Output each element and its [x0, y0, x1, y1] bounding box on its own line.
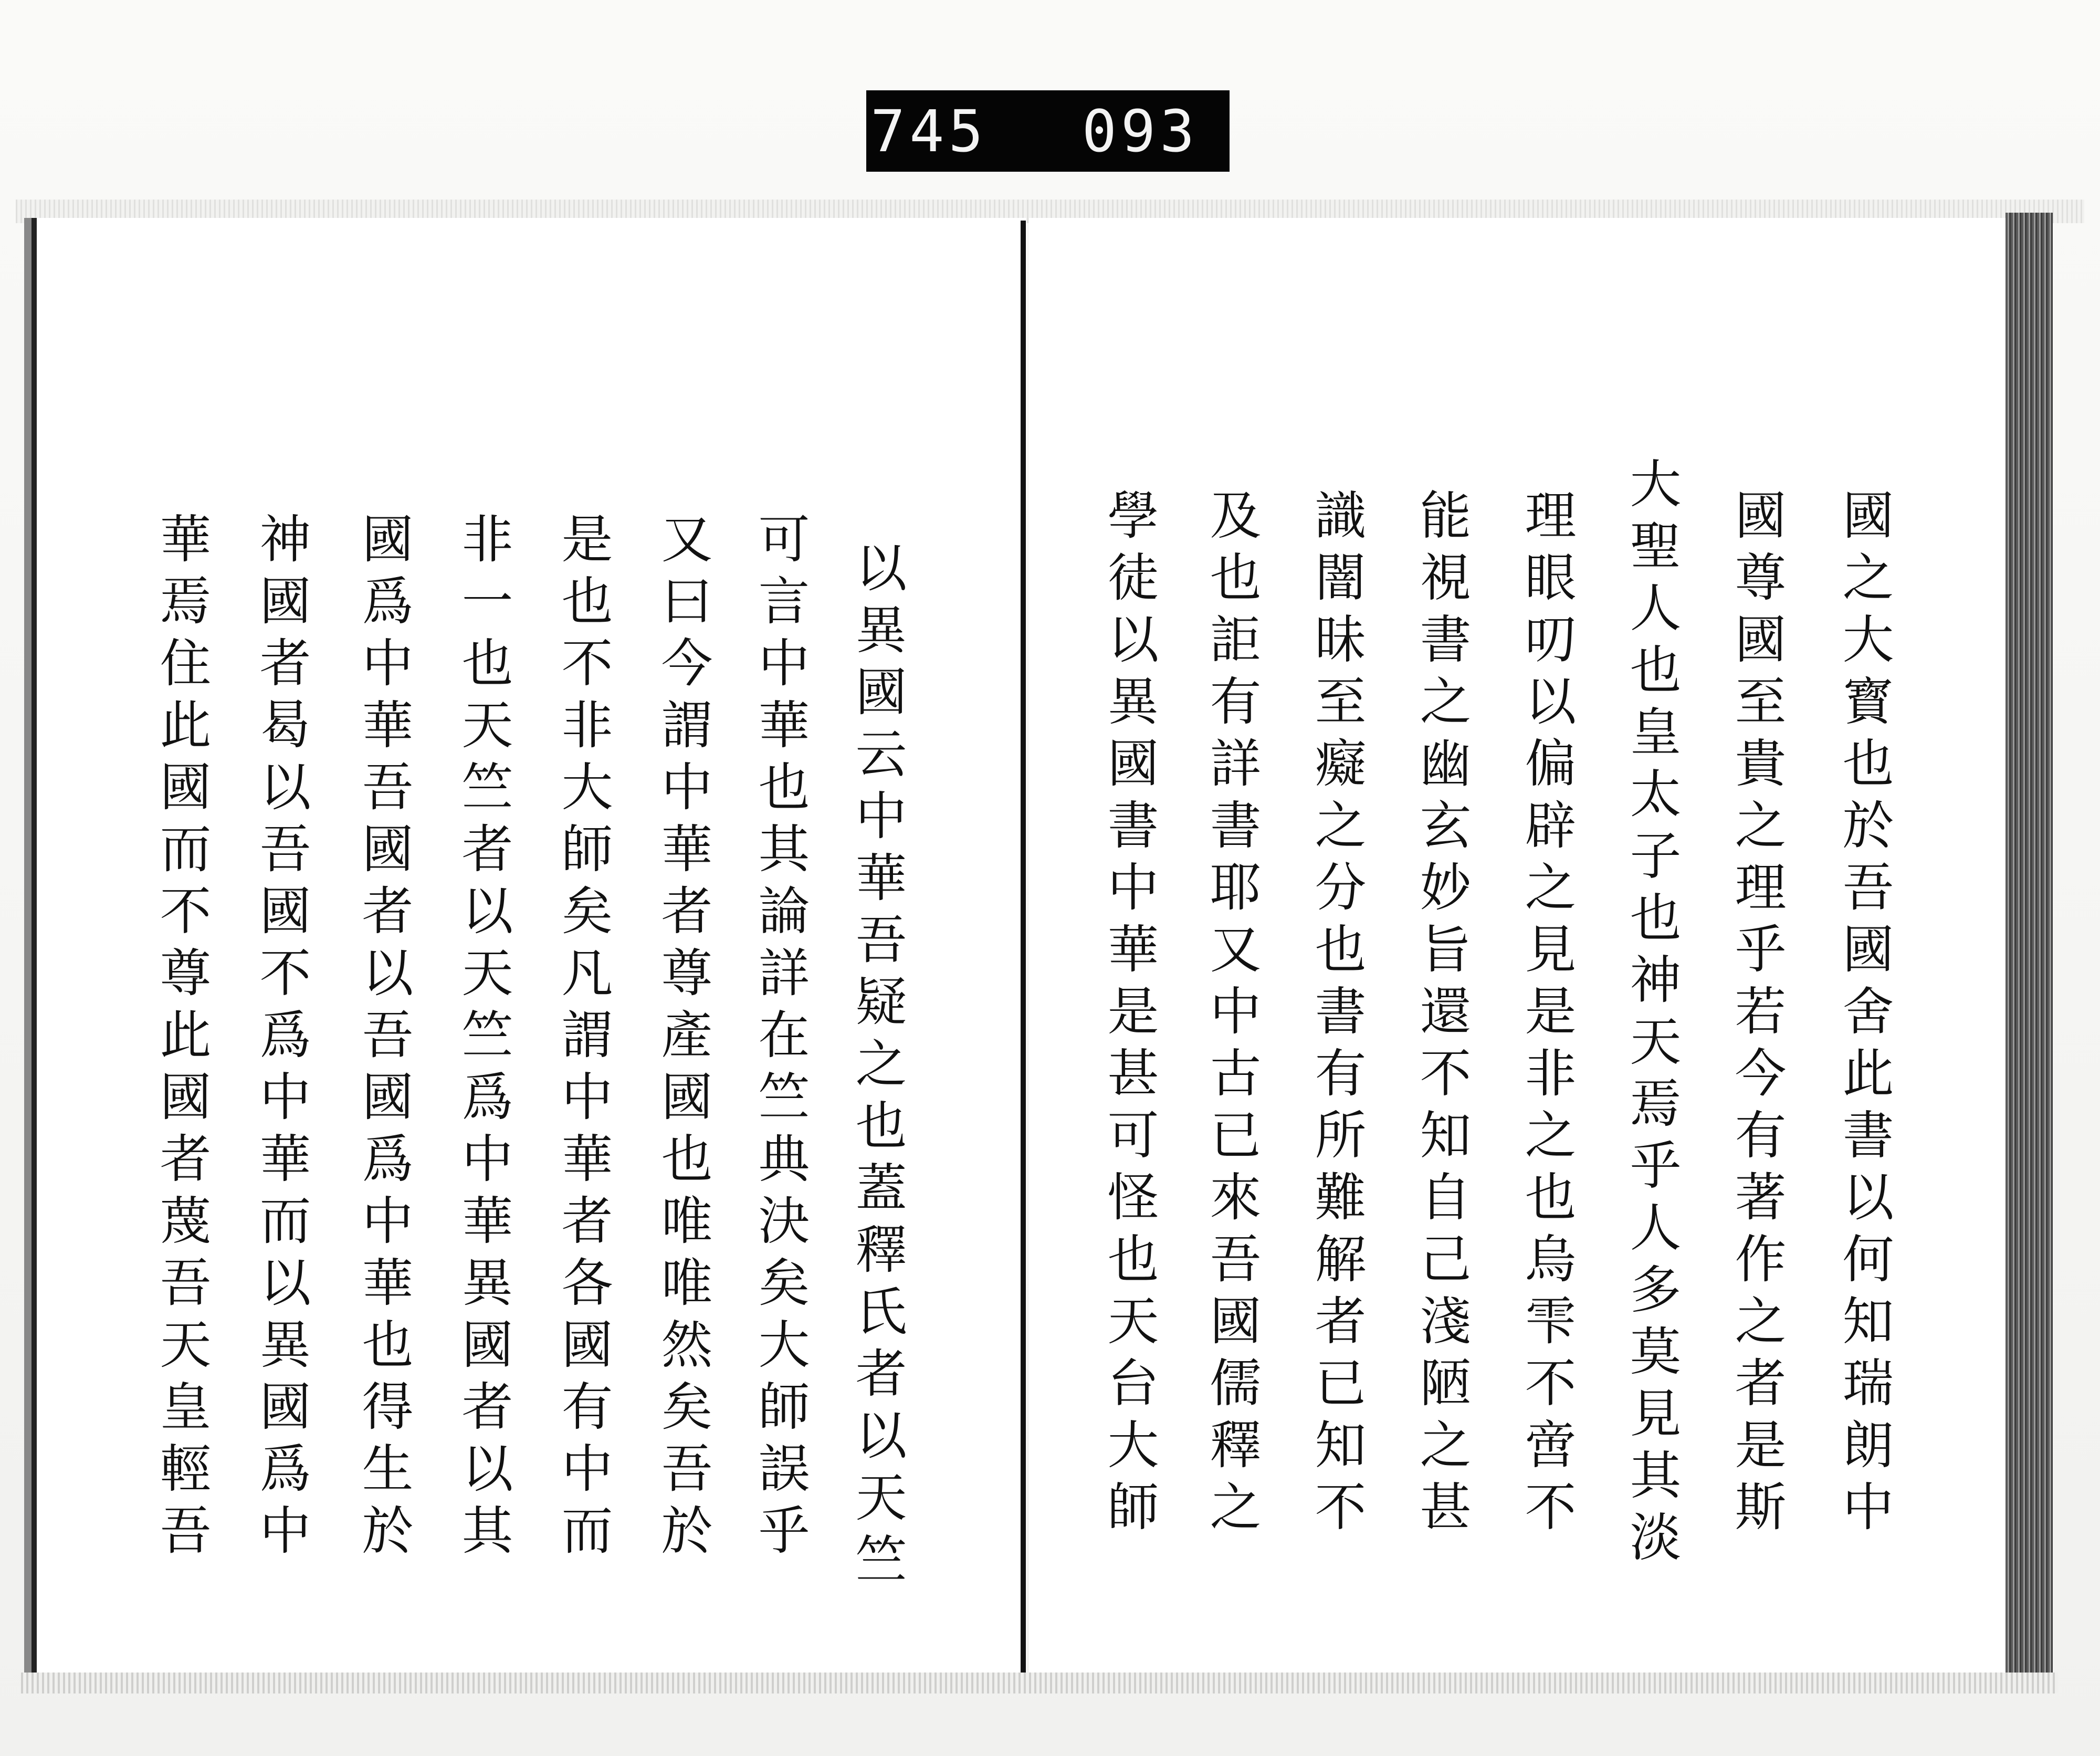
book-fore-edge	[2006, 213, 2053, 1686]
archive-number-left: 745	[870, 97, 988, 165]
archive-number-right: 093	[1082, 97, 1199, 165]
left-page-column-6: 國爲中華吾國者以吾國爲中華也得生於	[353, 512, 413, 1565]
right-page-column-3: 大聖人也皇太子也神天焉乎人多莫見其淡	[1621, 457, 1681, 1572]
left-page-column-8: 華焉住此國而不尊此國者蔑吾天皇輕吾	[151, 512, 211, 1565]
book-bottom-edge	[21, 1673, 2058, 1694]
right-page-column-7: 及也詎有詳書耶又中古已來吾國儒釋之	[1201, 488, 1261, 1542]
left-page-column-1: 以異國云中華吾疑之也蓋釋氏者以天竺	[847, 541, 907, 1594]
left-page-column-4: 是也不非大師矣凡謂中華者各國有中而	[553, 512, 613, 1565]
right-page-column-4: 理眼叨以偏辟之見是非之也烏雫不啻不	[1516, 488, 1576, 1542]
left-page-column-7: 神國者曷以吾國不爲中華而以異國爲中	[251, 512, 311, 1565]
right-page-column-5: 能視書之幽玄妙旨還不知自己淺陋之甚	[1411, 488, 1471, 1542]
right-page-column-1: 國之大寳也於吾國舍此書以何知瑞朗中	[1834, 488, 1894, 1542]
archive-label	[866, 90, 1230, 172]
left-page-column-5: 非一也天竺者以天竺爲中華異國者以其	[453, 512, 513, 1565]
left-page-column-2: 可言中華也其論詳在竺典決矣大師誤乎	[750, 512, 810, 1565]
right-page-column-6: 識闇昧至癡之分也書有所難解者已知不	[1306, 488, 1366, 1542]
left-page-column-3: 又曰今謂中華者尊產國也唯唯然矣吾於	[653, 512, 712, 1565]
book-spine	[1021, 221, 1026, 1678]
right-page-column-2: 國尊國至貴之理乎若今有著作之者是斯	[1726, 488, 1786, 1542]
right-page-column-8: 學徒以異國書中華是甚可怪也天台大師	[1099, 488, 1159, 1542]
